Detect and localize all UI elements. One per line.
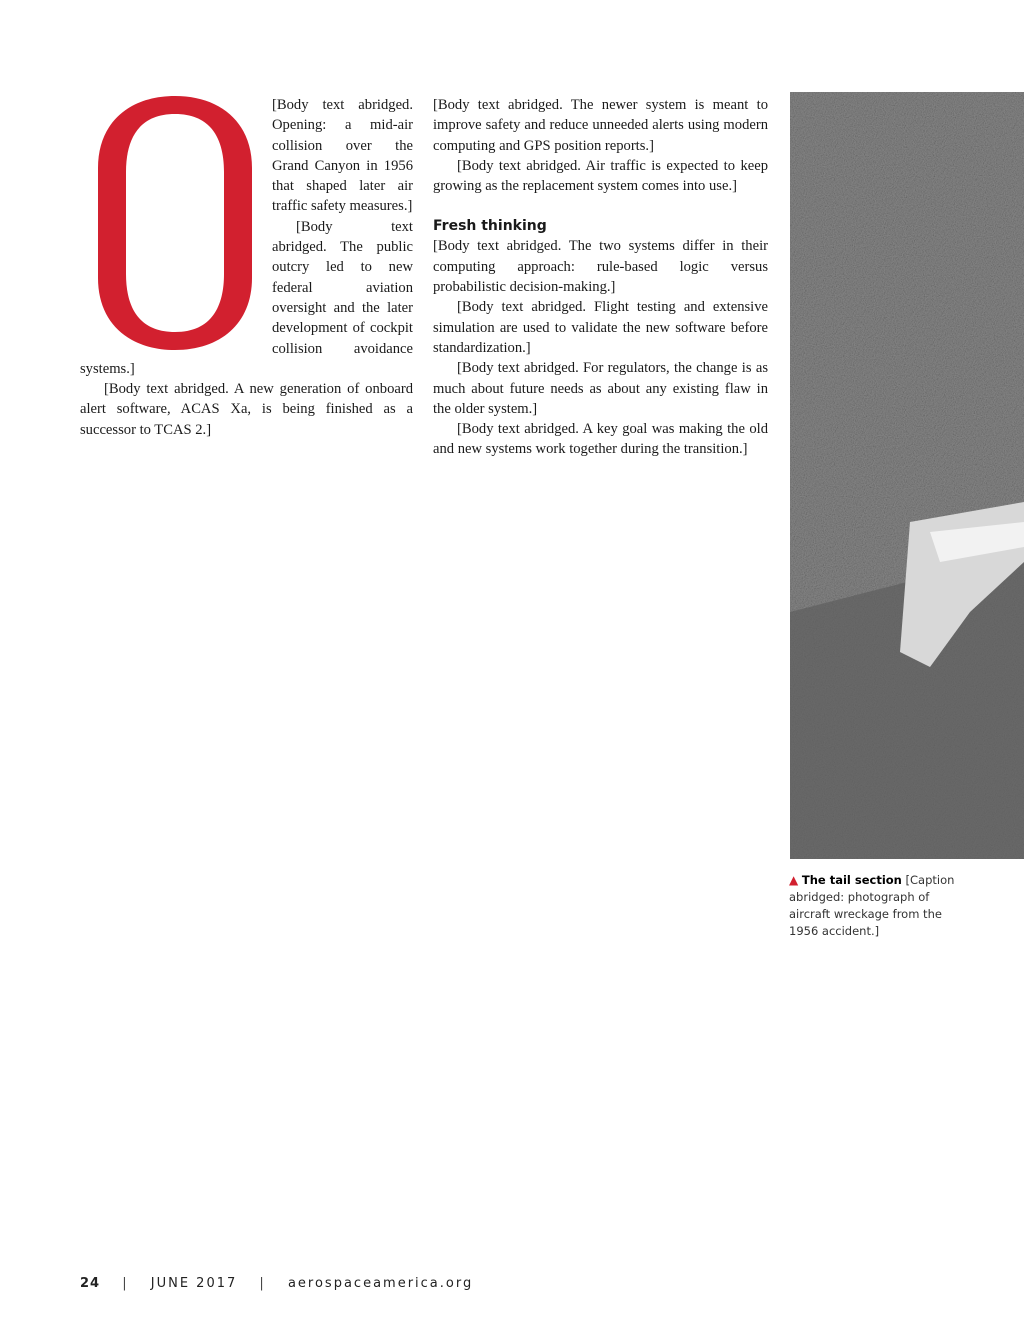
article-paragraph: [Body text abridged. The two systems differ in their computing approach: rule-based logic versus probabilistic decision-making.] [433, 238, 768, 296]
caption-triangle-icon: ▲ [789, 873, 799, 887]
page-footer [80, 1276, 473, 1291]
article-paragraph: [Body text abridged. The newer system is meant to improve safety and reduce unneeded alerts using modern computing and GPS position reports.] [433, 97, 768, 154]
issue-date: JUNE 2017 [150, 1276, 238, 1291]
article-paragraph: [Body text abridged. A key goal was making the old and new systems work together during the transition.] [433, 421, 768, 458]
article-paragraph: [Body text abridged. Air traffic is expected to keep growing as the replacement system comes into use.] [433, 157, 768, 195]
article-paragraph: [Body text abridged. For regulators, the change is as much about future needs as about any existing flaw in the older system.] [433, 360, 768, 417]
article-paragraph: [Body text abridged. Flight testing and extensive simulation are used to validate the new software before standardization.] [433, 299, 768, 356]
website-link[interactable]: aerospaceamerica.org [287, 1276, 474, 1291]
article-column-right [433, 95, 768, 460]
footer-separator: | [122, 1276, 129, 1291]
footer-separator: | [259, 1276, 266, 1291]
drop-cap-o [80, 92, 270, 354]
article-paragraph: [Body text abridged. A new generation of onboard alert software, ACAS Xa, is being finished as a successor to TCAS 2.] [80, 381, 413, 438]
crash-wreckage-photo-icon [790, 92, 1024, 859]
photo-caption [789, 872, 959, 940]
article-paragraph: [Body text abridged. The public outcry led to new federal aviation oversight and the later development of cockpit collision avoidance systems.] [80, 218, 413, 377]
caption-text: [Caption abridged: photograph of aircraft wreckage from the 1956 accident.] [789, 873, 955, 938]
section-subhead: Fresh thinking [433, 218, 547, 235]
wreckage-photo [790, 92, 1024, 859]
page-number: 24 [80, 1276, 101, 1291]
caption-lead: The tail section [801, 873, 902, 887]
drop-cap-o-icon [80, 92, 270, 354]
article-paragraph: [Body text abridged. Opening: a mid-air collision over the Grand Canyon in 1956 that shaped later air traffic safety measures.] [272, 97, 413, 215]
